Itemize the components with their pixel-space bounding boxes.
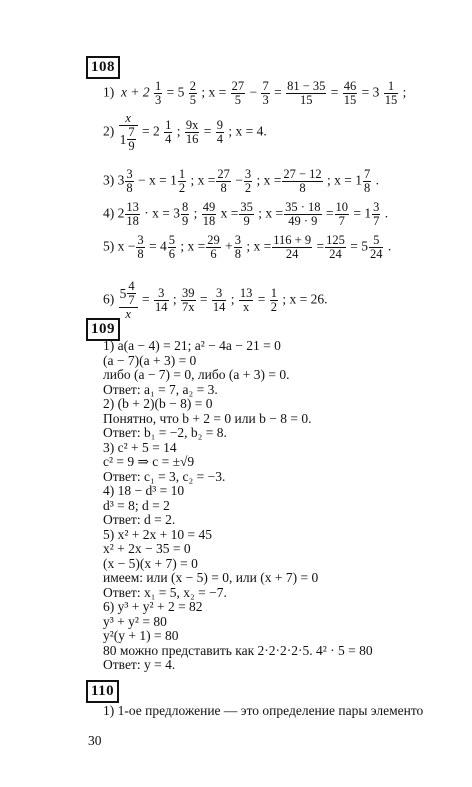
solution-line: 80 можно представить как 2·2·2·2·5. 4² · 5 = 80 — [103, 642, 373, 658]
solution-line: Ответ: a₁ = 7, a₂ = 3. — [103, 381, 218, 397]
solution-line: Понятно, что b + 2 = 0 или b − 8 = 0. — [103, 410, 312, 426]
equation-108-1: 1) x + 2 $\frac{1}{3}$ = 5 $\frac{2}{5}$ ; x = $\frac{27}{5}$ − $\frac{7}{3}$ = $\frac{81 - 35}{15}$ = $\frac{46}{15}$ = 3 $\frac{1}{15}$ ; — [103, 79, 407, 107]
problem-110-text: 1) 1-ое предложение — это определение пары элементо — [103, 703, 424, 718]
solution-line: 3) c² + 5 = 14 — [103, 439, 177, 455]
equation-108-3: 3) 3 $\frac{3}{8}$ − x = 1 $\frac{1}{2}$ ; x = $\frac{27}{8}$ − $\frac{3}{2}$ ; x = $\frac{27 - 12}{8}$ ; x = 1 $\frac{7}{8}$ . — [103, 167, 380, 195]
solution-line: c² = 9 ⇒ c = ±√9 — [103, 454, 195, 469]
solution-line: Ответ: x₁ = 5, x₂ = −7. — [103, 584, 227, 600]
solution-line: x² + 2x − 35 = 0 — [103, 541, 191, 556]
solution-line: Ответ: y = 4. — [103, 657, 176, 672]
equation-108-4: 4) 2 $\frac{13}{18}$ · x = 3 $\frac{8}{9}$ ; $\frac{49}{18}$ x = $\frac{35}{9}$ ; x = $\frac{35 \cdot 18}{49 \cdot 9}$ = $\frac{10}{7}$ = 1 $\frac{3}{7}$ . — [103, 200, 389, 228]
solution-line: d³ = 8; d = 2 — [103, 497, 170, 513]
solution-line: (a − 7)(a + 3) = 0 — [103, 352, 197, 368]
solution-line: 4) 18 − d³ = 10 — [103, 483, 185, 498]
solution-line: 6) y³ + y² + 2 = 82 — [103, 599, 203, 614]
solution-line: (x − 5)(x + 7) = 0 — [103, 555, 198, 571]
solution-line: имеем: или (x − 5) = 0, или (x + 7) = 0 — [103, 570, 319, 585]
problem-number-badge: 109 — [86, 318, 120, 341]
solution-line: либо (a − 7) = 0, либо (a + 3) = 0. — [103, 367, 290, 382]
solution-line: 2) (b + 2)(b − 8) = 0 — [103, 396, 213, 411]
problem-number-badge: 110 — [86, 680, 119, 703]
equation-108-5: 5) x − $\frac{3}{8}$ = 4 $\frac{5}{6}$ ; x = $\frac{29}{6}$ + $\frac{3}{8}$ ; x = $\frac{116 + 9}{24}$ = $\frac{125}{24}$ = 5 $\frac{5}{24}$ . — [103, 233, 392, 261]
problem-number-badge: 108 — [86, 56, 120, 79]
solution-line: Ответ: b₁ = −2, b₂ = 8. — [103, 425, 227, 440]
solution-line: 5) x² + 2x + 10 = 45 — [103, 526, 213, 542]
page-number: 30 — [88, 733, 102, 748]
solution-line: 1) a(a − 4) = 21; a² − 4a − 21 = 0 — [103, 338, 281, 353]
solution-line: y³ + y² = 80 — [103, 613, 167, 629]
equation-108-2: 2) x 1 $\frac{7}{9}$ = 2 $\frac{1}{4}$ ; $\frac{9x}{16}$ = $\frac{9}{4}$ ; x = 4. — [103, 111, 267, 153]
solution-line: Ответ: d = 2. — [103, 512, 176, 527]
equation-108-6: 6) 5 $\frac{4}{7}$ x = $\frac{3}{14}$ ; $\frac{39}{7x}$ = $\frac{3}{14}$ ; $\frac{13}{x}$ = $\frac{1}{2}$ ; x = 26. — [103, 279, 328, 321]
solution-line: Ответ: c₁ = 3, c₂ = −3. — [103, 468, 226, 484]
solution-line: y²(y + 1) = 80 — [103, 628, 179, 643]
